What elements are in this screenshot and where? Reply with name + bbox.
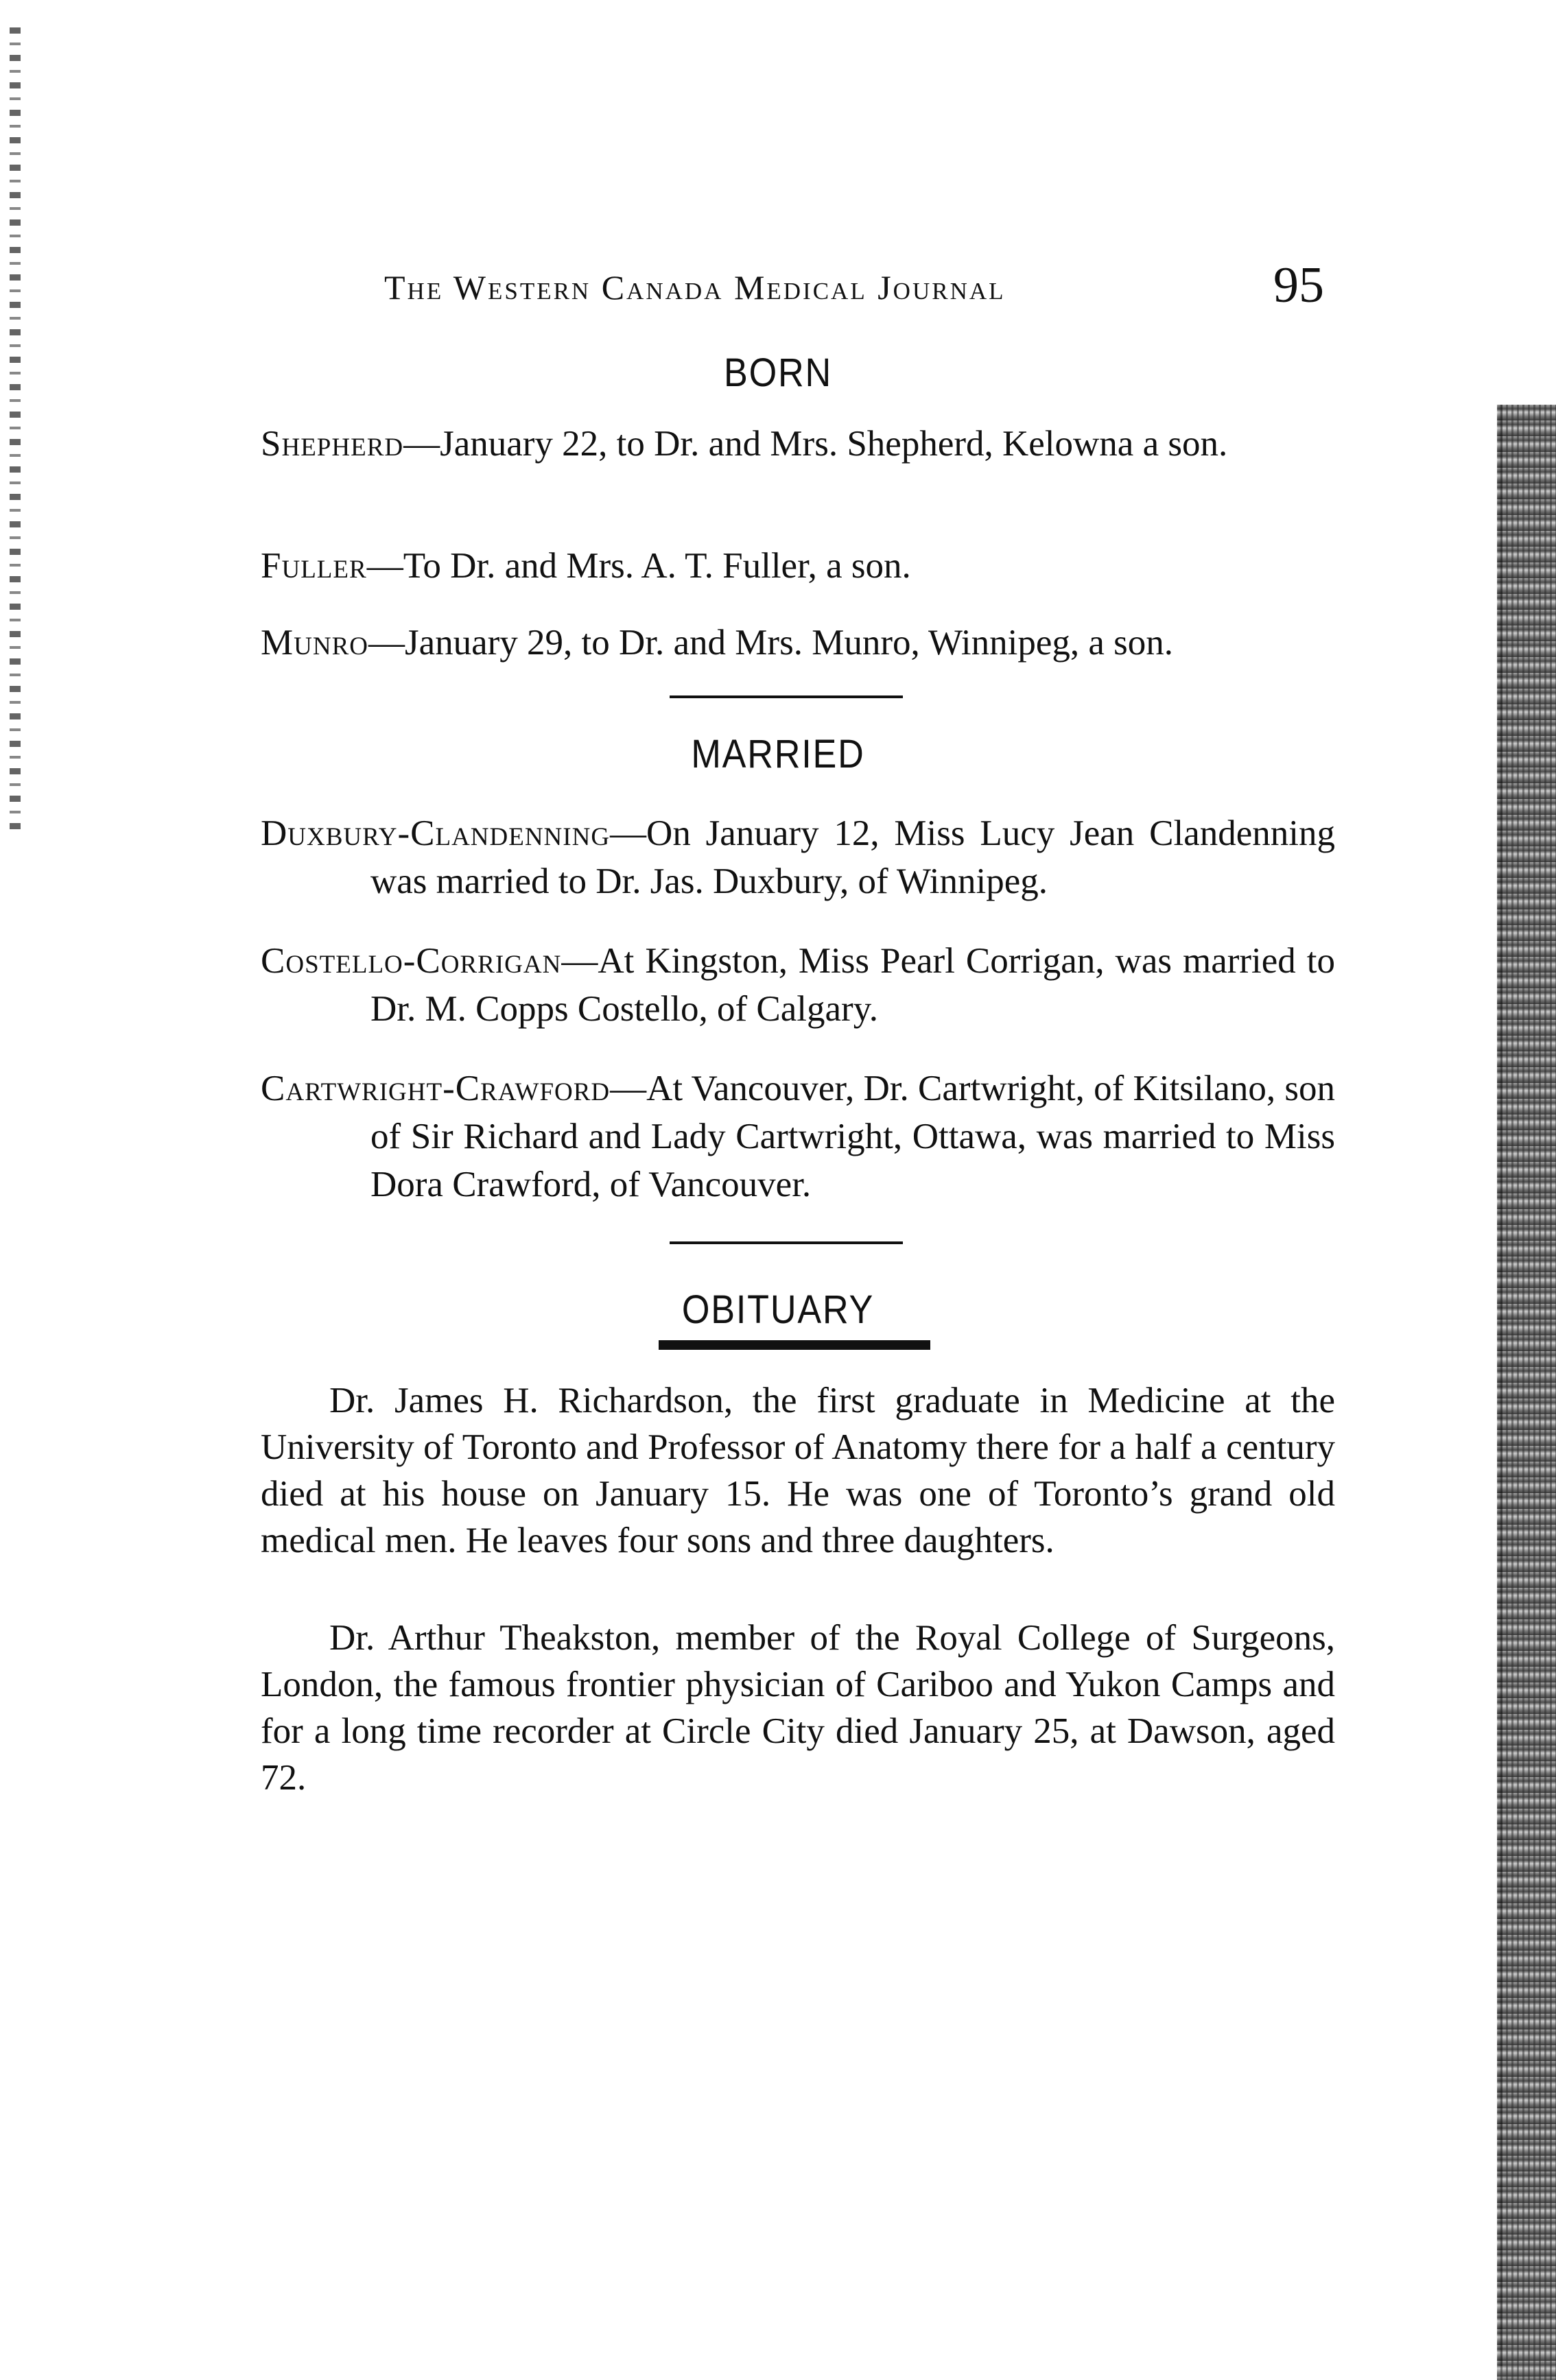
section-divider [670, 1241, 903, 1244]
born-heading: BORN [723, 350, 833, 395]
scan-left-edge [10, 27, 21, 837]
entry-names: Duxbury-Clandenning [261, 813, 611, 853]
entry-text: —To Dr. and Mrs. A. T. Fuller, a son. [366, 546, 911, 586]
page-number: 95 [1273, 257, 1324, 313]
married-entry [261, 809, 1335, 905]
entry-names: Shepherd [261, 424, 404, 464]
entry-names: Munro [261, 623, 368, 663]
obituary-heading: OBITUARY [681, 1287, 875, 1332]
obituary-paragraph: Dr. James H. Richardson, the first graduate in Medicine at the University of Toronto and Professor of Anatomy there for a half a century died at his house on January 15. He was one of Toronto’s grand old medical men. He leaves four sons and three daughters. [261, 1381, 1335, 1560]
born-entry [261, 542, 1335, 590]
running-head [384, 257, 1324, 322]
entry-text: —January 22, to Dr. and Mrs. Shepherd, Kelowna a son. [403, 424, 1228, 464]
entry-text: —At Kingston, Miss Pearl Corrigan, was married to Dr. M. Copps Costello, of Calgary. [370, 941, 1335, 1029]
entry-names: Cartwright-Crawford [261, 1069, 611, 1108]
obituary-underline [659, 1340, 930, 1350]
entry-text: —On January 12, Miss Lucy Jean Clandenning was married to Dr. Jas. Duxbury, of Winnipeg. [370, 813, 1335, 901]
born-entry [261, 420, 1335, 468]
entry-names: Fuller [261, 546, 367, 586]
journal-title: The Western Canada Medical Journal [384, 268, 1006, 307]
married-entry [261, 1064, 1335, 1209]
section-divider [670, 695, 903, 698]
married-heading: MARRIED [691, 732, 865, 776]
scan-right-edge [1497, 405, 1556, 2380]
married-entry [261, 937, 1335, 1033]
obituary-paragraph: Dr. Arthur Theakston, member of the Royal College of Surgeons, London, the famous frontier physician of Cariboo and Yukon Camps and for a long time recorder at Circle City died January 25, at Dawson, aged 72. [261, 1618, 1335, 1798]
born-entry [261, 619, 1335, 667]
entry-names: Costello-Corrigan [261, 941, 562, 981]
entry-text: —At Vancouver, Dr. Cartwright, of Kitsilano, son of Sir Richard and Lady Cartwright, Ottawa, was married to Miss Dora Crawford, of Vancouver. [370, 1069, 1335, 1204]
entry-text: —January 29, to Dr. and Mrs. Munro, Winnipeg, a son. [368, 623, 1174, 663]
